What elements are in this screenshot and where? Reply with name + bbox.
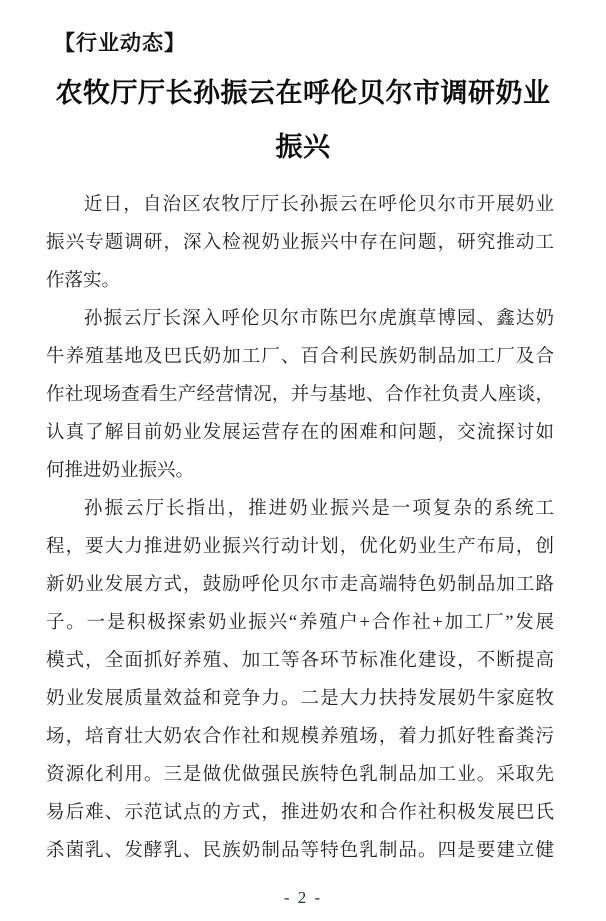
paragraph bbox=[46, 186, 554, 300]
text-line: 场，培育壮大奶农合作社和规模养殖场，着力抓好牲畜粪污 bbox=[46, 727, 554, 747]
text-line: 孙振云厅长指出，推进奶业振兴是一项复杂的系统工 bbox=[83, 499, 554, 519]
page-number: - 2 - bbox=[283, 888, 323, 907]
document-title-line-1: 农牧厅厅长孙振云在呼伦贝尔市调研奶业 bbox=[55, 78, 551, 108]
section-label: 【行业动态】 bbox=[54, 32, 186, 55]
paragraph bbox=[46, 300, 554, 490]
text-line: 孙振云厅长深入呼伦贝尔市陈巴尔虎旗草博园、鑫达奶 bbox=[83, 309, 554, 329]
document-body bbox=[46, 186, 554, 870]
text-line: 子。一是积极探索奶业振兴“养殖户+合作社+加工厂”发展 bbox=[46, 613, 554, 633]
document-title bbox=[46, 66, 560, 174]
text-line: 奶业发展质量效益和竞争力。二是大力扶持发展奶牛家庭牧 bbox=[46, 689, 554, 709]
text-line: 作社现场查看生产经营情况，并与基地、合作社负责人座谈， bbox=[46, 385, 554, 405]
document-title-line-2: 振兴 bbox=[275, 132, 331, 162]
text-line: 资源化利用。三是做优做强民族特色乳制品加工业。采取先 bbox=[46, 765, 554, 785]
text-line: 程，要大力推进奶业振兴行动计划，优化奶业生产布局，创 bbox=[46, 537, 554, 557]
text-line: 认真了解目前奶业发展运营存在的困难和问题，交流探讨如 bbox=[46, 423, 554, 443]
text-line: 何推进奶业振兴。 bbox=[46, 461, 195, 481]
paragraph bbox=[46, 490, 554, 870]
text-line: 新奶业发展方式，鼓励呼伦贝尔市走高端特色奶制品加工路 bbox=[46, 575, 554, 595]
text-line: 振兴专题调研，深入检视奶业振兴中存在问题，研究推动工 bbox=[46, 233, 554, 253]
text-line: 易后难、示范试点的方式，推进奶农和合作社积极发展巴氏 bbox=[46, 803, 554, 823]
text-line: 作落实。 bbox=[46, 271, 121, 291]
text-line: 牛养殖基地及巴氏奶加工厂、百合利民族奶制品加工厂及合 bbox=[46, 347, 554, 367]
text-line: 近日，自治区农牧厅厅长孙振云在呼伦贝尔市开展奶业 bbox=[83, 195, 554, 215]
text-line: 杀菌乳、发酵乳、民族奶制品等特色乳制品。四是要建立健 bbox=[46, 841, 554, 861]
text-line: 模式，全面抓好养殖、加工等各环节标准化建设，不断提高 bbox=[46, 651, 554, 671]
